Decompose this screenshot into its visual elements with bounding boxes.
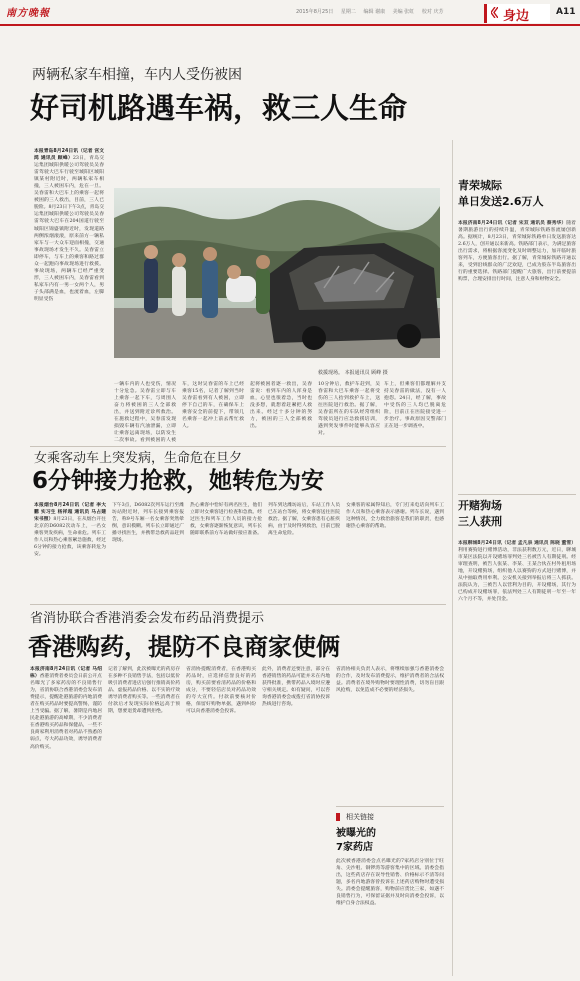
section-flag <box>484 4 550 23</box>
accident-photo <box>114 188 440 358</box>
related-title-line1: 被曝光的 <box>336 828 376 839</box>
brief1-lead: 本报济南8月24日讯（记者 宋双 通讯员 蔡秀华） <box>458 221 567 226</box>
brief1-title-line2: 单日发送2.6万人 <box>458 195 544 208</box>
brief2-title-line2: 三人获刑 <box>458 515 502 528</box>
masthead <box>0 0 580 24</box>
story3-kicker: 省消协联合香港消委会发布药品消费提示 <box>30 611 265 626</box>
page-meta <box>296 8 449 15</box>
proof-credit: 校对 庆芳 <box>421 9 444 15</box>
story1-column-6 <box>384 381 446 443</box>
related-divider <box>336 806 444 807</box>
photo-caption: 救援现场。 本报通讯员 顾峰 摄 <box>318 370 388 376</box>
story1-column-1-text: 23日，青岛交运集团城阳供暖公司驾驶员吴春雷驾驶大巴车行驶至城阳区城阳镇某村附近时，两辆私家车相撞，三人被困车内，危在一旦。吴春雷和大巴车上的乘客一起将被困的三人救出，目前，三人已脱险。8月23日下午3点，青岛交运集团城阳供暖公司驾驶员吴春雷驾驶大巴车在204国道行驶至城阳区锦盛镇附近时，发现道路两侧浓烟滚滚，原来前方一辆私家车与一大众车迎面相撞，交通事故现场才发生不久。吴春雷立即停车，与车上的乘客和路过群众一起跑向事故现场进行救援。事故现场，两辆车已经严重变形，三人被困车内，吴春雷看到私家车内有一男一女两个人，男子头部满是血，也流着血，左脚明显受伤 <box>34 156 104 302</box>
story3-column-1-text: 香港消费者委员会日前公开点名曝光了多家药房的不良销售行为，省消协联合香港消委会发布消费提示，提醒赴港旅游的内地消费者在购买药品时要提高警惕，谨防上当受骗。据了解，暑期是内地居民赴港旅游的高峰期，不少消费者在香港购买药品和保健品，一些不良商家利用消费者对药品不熟悉的弱点，夸大药品功效，诱导消费者高价购买。 <box>30 674 102 750</box>
issue-date: 2015年8月25日 <box>296 9 334 15</box>
editor-credit: 编辑 谢康 <box>363 9 386 15</box>
art-credit: 美编 张虹 <box>392 9 415 15</box>
story3-column-1 <box>30 666 102 974</box>
story2-column-4 <box>268 502 340 602</box>
story2-column-5-text: 女乘客的家属得知后，专门打来电话向列车工作人员和热心乘客表示感谢。列车长说，遇到这种情况，全力救治旅客是我们的职责，也感谢热心乘客的帮助。 <box>346 503 444 530</box>
related-body <box>336 858 444 974</box>
story2-lead: 本报烟台8月24日讯（记者 李大鹏 实习生 杨祥超 通讯员 马占建 宋书照） <box>34 503 106 523</box>
story1-lead: 本报青岛8月24日讯（记者 宫文鸿 通讯员 顾峰） <box>34 149 104 162</box>
double-chevron-icon <box>491 7 498 18</box>
story2-headline: 6分钟接力抢救，她转危为安 <box>32 468 325 494</box>
brief2-title-line1: 开赌狗场 <box>458 499 502 512</box>
issue-weekday: 星期二 <box>340 9 356 15</box>
story2-column-4-text: 列车到达潍坊站后，车站工作人员已在站台等候，将女乘客送往医院救治。据了解，女乘客患有心脏疾病，由于及时得到救治，目前已脱离生命危险。 <box>268 503 340 537</box>
sidebar-brief-divider <box>458 494 576 495</box>
story3-headline: 香港购药，提防不良商家使俩 <box>28 633 340 661</box>
brief1-title-line1: 青荣城际 <box>458 179 502 192</box>
story2-column-3-text: 热心乘客中恰好有两名医生，他们立即对女乘客进行检查和急救。经过医生和列车工作人员的接力抢救，女乘客逐渐恢复意识，列车长随即联系前方车站做好接应准备。 <box>190 503 262 537</box>
brief2-lead: 本报聊城8月24日讯（记者 孟凡泉 通讯员 陈晓 董雪） <box>458 541 576 546</box>
sidebar-divider <box>452 140 453 976</box>
story1-kicker: 两辆私家车相撞，车内人受伤被困 <box>32 67 242 83</box>
story2-divider <box>30 604 446 605</box>
story1-column-5 <box>318 381 380 443</box>
story3-column-2 <box>108 666 180 974</box>
brief2-body <box>458 540 576 974</box>
story2-column-1-text: 8月23日，在从烟台开往北京的D6082次动车上，一名女乘客突发疾病，生命垂危。列车工作人员和热心乘客紧急施救，经过6分钟的接力抢救，该乘客转危为安。 <box>34 517 106 558</box>
story2-kicker: 女乘客动车上突发病，生命危在旦夕 <box>34 451 243 466</box>
story2-column-2-text: 下午3点，D6082次列车运行至潍坊站附近时，列车长接到乘客报告，称9号车厢一名女乘客突然晕倒，意识模糊。列车长立即通过广播寻找医生，并携带急救药品赶到现场。 <box>112 503 184 544</box>
story2-column-5 <box>346 502 444 602</box>
header-rule <box>0 24 580 26</box>
story1-column-2 <box>114 381 176 443</box>
related-body-text: 此次被香港消委会点名曝光的7家药店分别位于旺角、尖沙咀、铜锣湾等游客集中的区域。消委会指出，这些药店存在误导性销售、价格标示不清等问题，多名内地游客曾投诉在上述药店购物时遭受损失。消委会提醒旅客，购物前应货比三家，如遇不良销售行为，可保留证据并及时向消委会投诉，以维护自身合法权益。 <box>336 859 444 907</box>
story1-column-3-text: 车，这时吴春雷的车上已经乘客15名，记者了解到当时吴春雷看到有人被困，立即停下自己的车，在确保车上乘客安全的前提下，带领几名乘客一起冲上前去帮忙救人。 <box>182 382 244 430</box>
page-number: A11 <box>556 7 576 17</box>
brief1-text: 随着暑期旅游出行的持续升温，青荣城际铁路客流屡创新高。据统计，8月23日，青荣城际铁路单日发送旅客达2.6万人，创开通以来新高。铁路部门表示，为满足旅客出行需求，将根据客流变化及时调整运力，加开临时旅客列车，方便旅客出行。据了解，青荣城际铁路开通以来，受到沿线群众的广泛欢迎，已成为胶东半岛旅客出行的重要选择。铁路部门提醒广大旅客，出行前要提前购票，合理安排出行时间，注意人身和财物安全。 <box>458 221 576 283</box>
story3-column-2-text: 记者了解到，此次被曝光的药房存在多种不良销售手法，包括以低价吸引消费者进店后强行推销高价药品、虚报药品价格、以不实的疗效诱导消费者购买等。一些消费者在付款后才发现实际价格远高于预期，想要退货却遭到拒绝。 <box>108 667 180 715</box>
red-bar-icon <box>336 813 340 821</box>
story1-column-6-text: 车上，但乘客们都理解并支持吴春雷的做法，没有一人抱怨。24日，经了解，事故中受伤的三人均已脱离危险，目前正在医院接受进一步治疗。事故原因交警部门正在进一步调查中。 <box>384 382 446 430</box>
story2-column-3 <box>190 502 262 602</box>
story1-column-5-text: 10分钟后，救护车赶到，吴春雷和大巴车乘客一起将受伤的三人抬到救护车上，送往医院进行救治。据了解，吴春雷所在的车队经常组织驾驶员进行应急救援培训，遇到突发事件时能够从容应对。 <box>318 382 380 437</box>
story3-column-5 <box>336 666 444 802</box>
brief2-text: 利用赛狗进行赌博活动，非法获利数万元，近日，聊城市某区法院以开设赌场罪判处三名被告人有期徒刑。经审理查明，被告人张某、李某、王某合伙在村外租用场地，开设赌狗场，组织他人以赛狗的方式进行赌博，并从中抽取费用牟利。公安机关接到举报后将三人抓获。法院认为，三被告人以营利为目的，开设赌场，其行为已构成开设赌场罪，依法判处三人有期徒刑一年至一年六个月不等，并处罚金。 <box>458 548 576 603</box>
story3-column-3 <box>186 666 256 974</box>
related-tag-label: 相关链接 <box>346 813 374 821</box>
story1-column-4 <box>250 381 312 443</box>
story1-column-3 <box>182 381 244 443</box>
story3-column-4 <box>262 666 330 974</box>
story3-column-4-text: 此外，消费者还要注意，部分在香港销售的药品可能并未在内地获得批准，携带药品入境时应遵守相关规定。如有疑问，可以咨询香港消委会或拨打省消协投诉热线进行咨询。 <box>262 667 330 708</box>
story1-headline: 好司机路遇车祸，救三人生命 <box>30 91 408 125</box>
story1-column-4-text: 起将被困者逐一救出，吴春雷说：看到车内的人浑身是血，心里也很着急，当时也没多想，就想着赶紧把人救出来。经过十多分钟的努力，被困的三人全部被救出。 <box>250 382 312 430</box>
related-link-tag <box>336 812 374 822</box>
story2-column-1 <box>34 502 106 602</box>
story1-column-2-text: 一辆车内的人也受伤，情况十分危急。吴春雷立即与车上乘客一起下车，与周围人奋力将被困的三人全部救出，并送到附近诊所救治。在施救过程中，吴春雷发现损毁车辆有汽油泄漏，立即让乘客远离现场，以防发生二次事故。看到被困的人被 <box>114 382 176 443</box>
story3-column-5-text: 省消协相关负责人表示，将继续加强与香港消委会的合作，及时发布消费提示，维护消费者的合法权益。消费者在境外购物时要理性消费，切勿盲目跟风抢购，以免造成不必要的经济损失。 <box>336 667 444 694</box>
newspaper-logo: 南方晚報 <box>6 8 50 19</box>
story3-column-3-text: 省消协提醒消费者，在香港购买药品时，应选择信誉良好的药房，购买前要看清药品的价格和成分，不要轻信店员对药品功效的夸大宣传。付款前要核对价格，保留好购物单据，遇到纠纷可以向香港消委会投诉。 <box>186 667 256 715</box>
story1-column-1 <box>34 148 104 443</box>
related-title-line2: 7家药店 <box>336 842 373 853</box>
brief1-body <box>458 220 576 498</box>
story3-lead: 本报济南8月24日讯（记者 马绍栋） <box>30 667 102 680</box>
section-title: 身边 <box>503 9 530 24</box>
story2-column-2 <box>112 502 184 602</box>
